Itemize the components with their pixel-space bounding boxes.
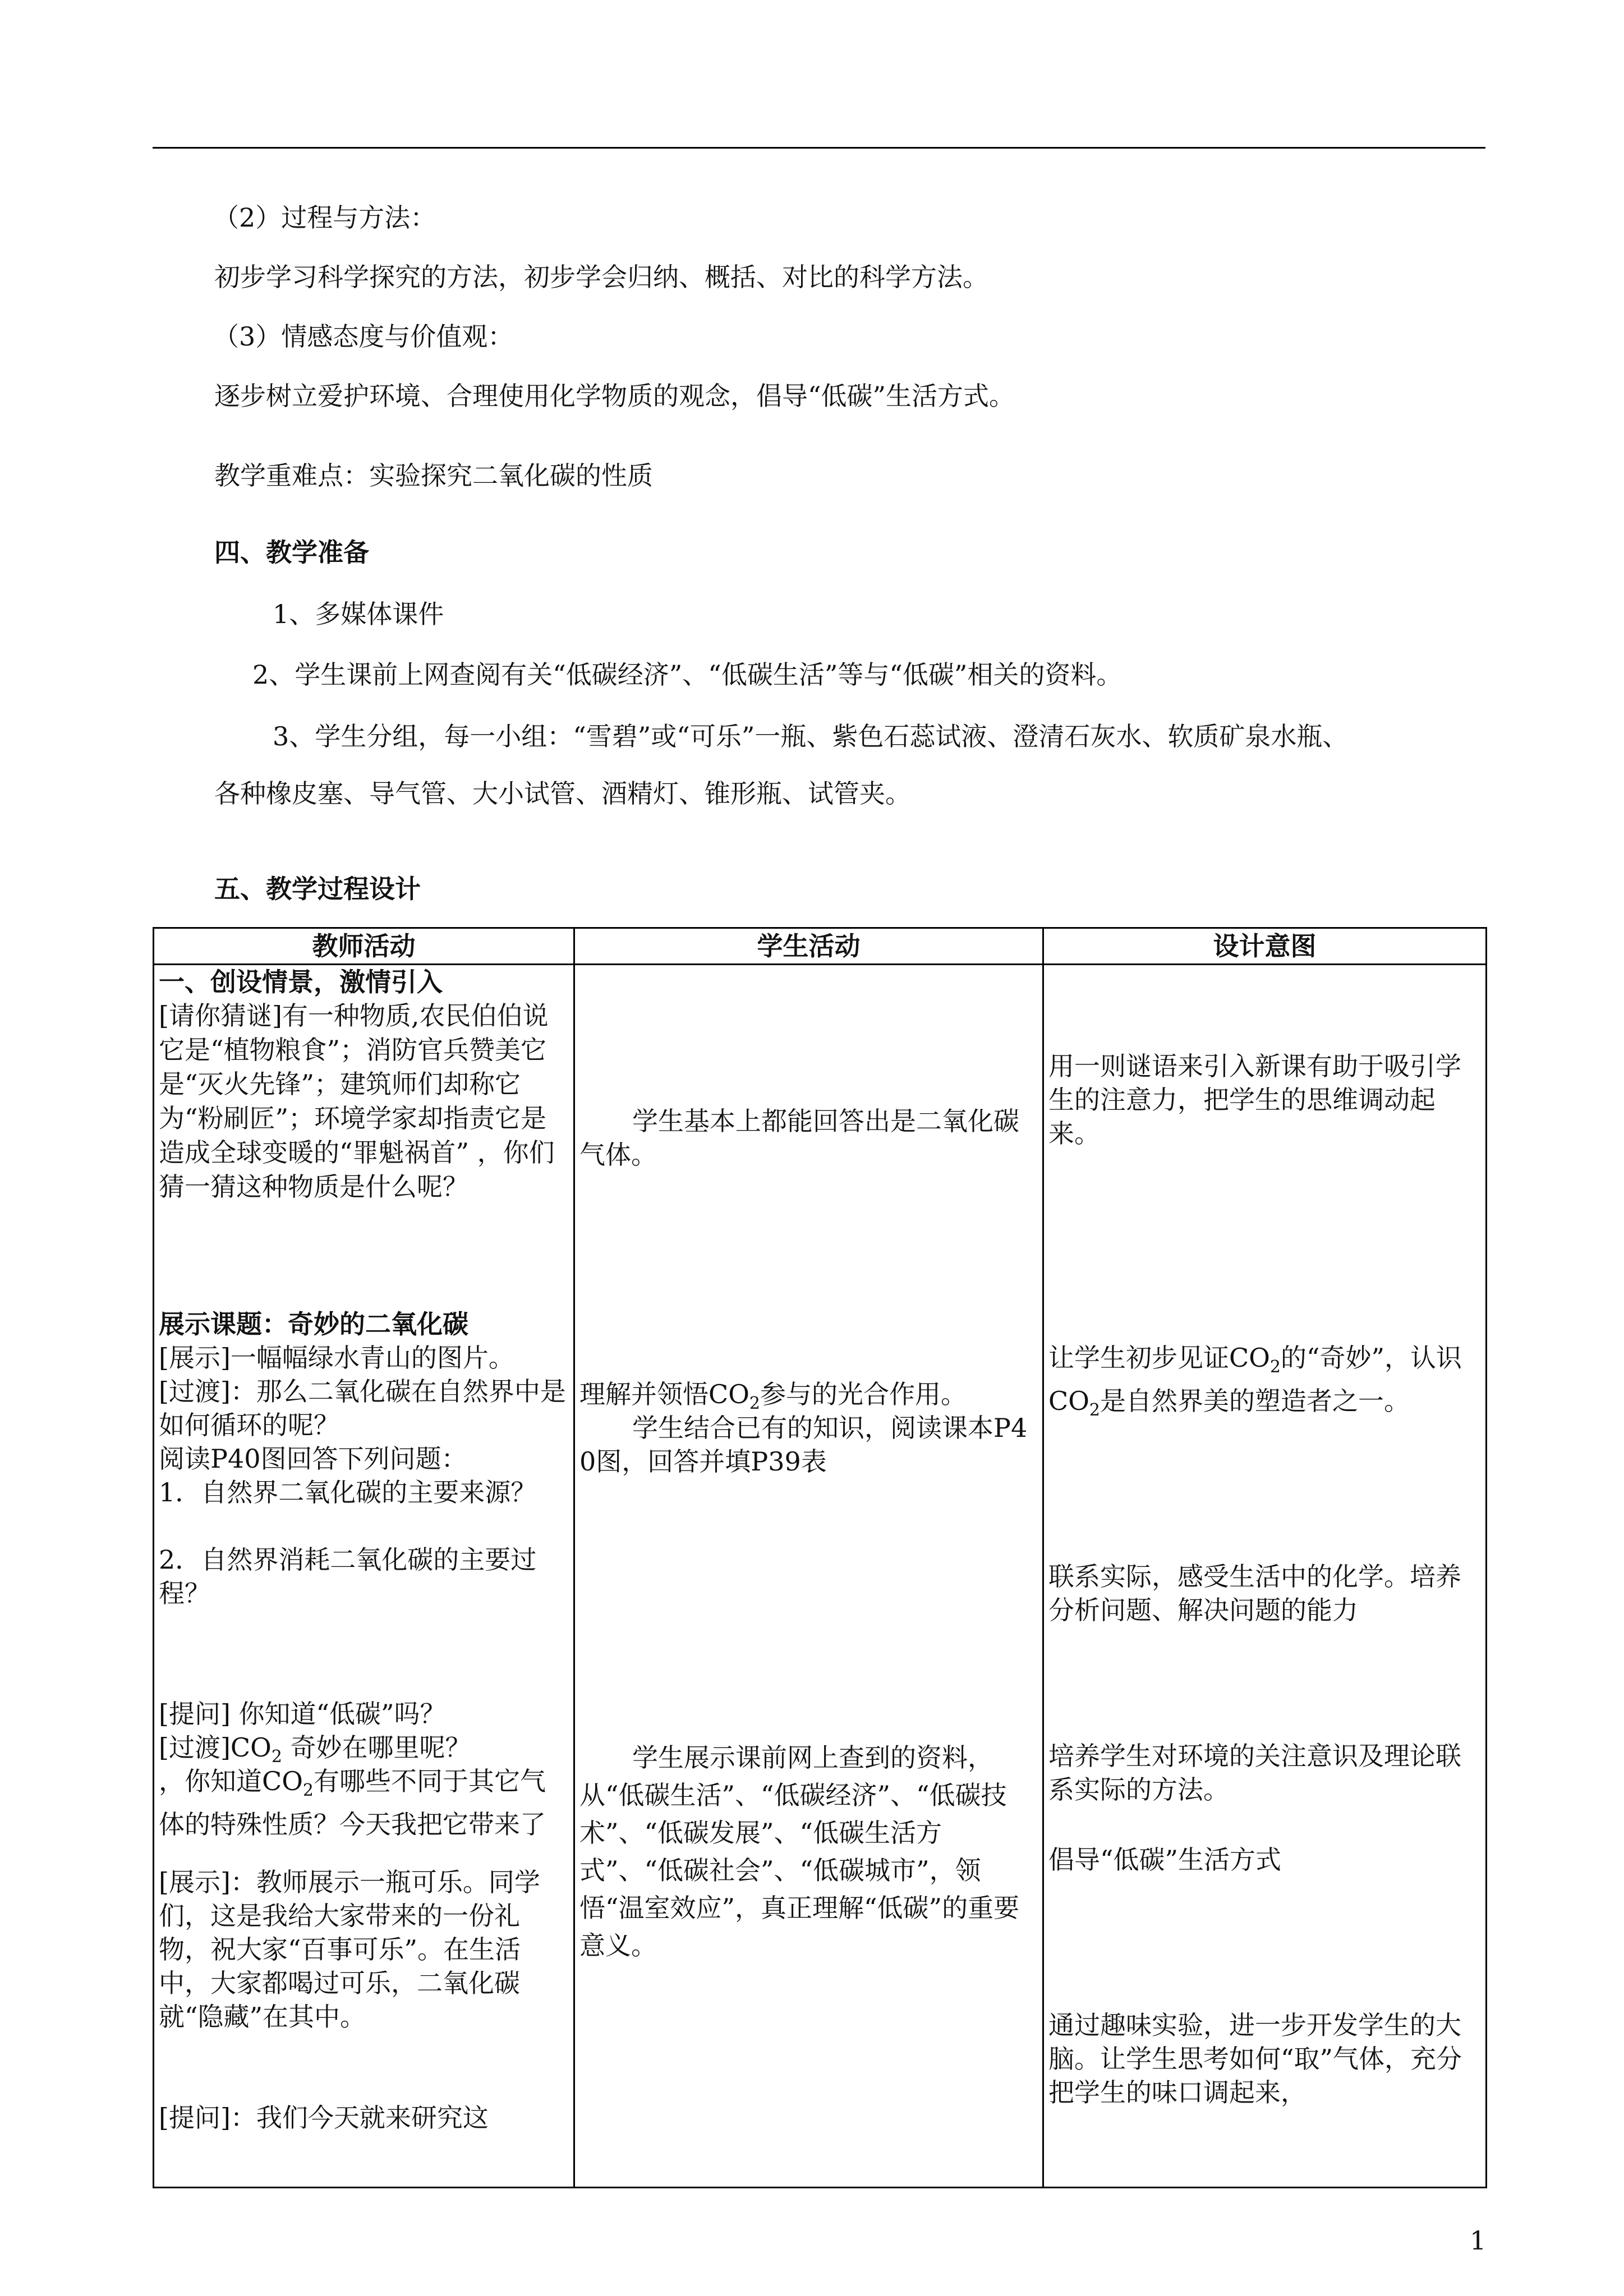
teacher-riddle: [请你猜谜]有一种物质,农民伯伯说它是“植物粮食”；消防官兵赞美它是“灭火先锋”；建筑师们却称它为“粉刷匠”；环境学家却指责它是造成全球变暖的“罪魁祸首” ，你们猜一猜这种物质是什么呢？ xyxy=(159,1001,555,1202)
teacher-show-pictures: [展示]一幅幅绿水青山的图片。 xyxy=(159,1343,514,1373)
prep-item-1: 1、多媒体课件 xyxy=(273,599,444,629)
design-intent-riddle: 用一则谜语来引入新课有助于吸引学生的注意力，把学生的思维调动起来。 xyxy=(1048,1051,1461,1149)
objective-2-heading: （2）过程与方法： xyxy=(213,202,436,233)
design-intent-experiment: 通过趣味实验，进一步开发学生的大脑。让学生思考如何“取”气体，充分把学生的味口调起来， xyxy=(1048,2010,1462,2108)
student-read-figure: 学生结合已有的知识，阅读课本P40图，回答并填P39表 xyxy=(579,1413,1028,1477)
design-intent-environment: 培养学生对环境的关注意识及理论联系实际的方法。 xyxy=(1048,1741,1461,1805)
student-answer-1: 学生基本上都能回答出是二氧化碳气体。 xyxy=(579,1106,1019,1170)
prep-item-3: 3、学生分组，每一小组：“雪碧”或“可乐”一瓶、紫色石蕊试液、澄清石灰水、软质矿泉水瓶、 xyxy=(273,721,1349,751)
section-4-heading: 四、教学准备 xyxy=(214,537,369,568)
student-activity-cell xyxy=(574,965,1043,2188)
prep-item-3-cont: 各种橡皮塞、导气管、大小试管、酒精灯、锥形瓶、试管夹。 xyxy=(214,778,911,809)
key-difficulty: 教学重难点：实验探究二氧化碳的性质 xyxy=(214,460,653,491)
teacher-show-cola: [展示]：教师展示一瓶可乐。同学们，这是我给大家带来的一份礼物，祝大家“百事可乐”。在生活中，大家都喝过可乐，二氧化碳就“隐藏”在其中。 xyxy=(159,1867,540,2032)
teaching-process-table xyxy=(153,927,1487,2188)
col-header-design: 设计意图 xyxy=(1043,928,1487,965)
objective-3-text: 逐步树立爱护环境、合理使用化学物质的观念，倡导“低碳”生活方式。 xyxy=(214,381,1015,411)
prep-item-2: 2、学生课前上网查阅有关“低碳经济”、“低碳生活”等与“低碳”相关的资料。 xyxy=(252,660,1122,690)
teacher-section-title: 一、创设情景，激情引入 xyxy=(159,967,443,997)
objective-2-text: 初步学习科学探究的方法，初步学会归纳、概括、对比的科学方法。 xyxy=(214,262,988,292)
teacher-ask-research: [提问]：我们今天就来研究这 xyxy=(159,2103,489,2133)
teacher-topic: 展示课题：奇妙的二氧化碳 xyxy=(159,1309,468,1339)
teacher-co2-properties: ，你知道$CO_2$有哪些不同于其它气体的特殊性质？今天我把它带来了 xyxy=(159,1766,546,1840)
table-header-row xyxy=(154,928,1487,965)
teacher-read-figure: 阅读P40图回答下列问题： xyxy=(159,1444,467,1474)
page-number: 1 xyxy=(1470,2225,1487,2256)
student-photosynthesis: 理解并领悟$CO_2$参与的光合作用。 xyxy=(579,1379,967,1414)
header-rule xyxy=(153,147,1485,149)
section-5-heading: 五、教学过程设计 xyxy=(214,874,421,904)
col-header-teacher: 教师活动 xyxy=(154,928,574,965)
design-intent-cell xyxy=(1043,965,1487,2188)
objective-3-heading: （3）情感态度与价值观： xyxy=(213,321,514,352)
teacher-question-2: 2．自然界消耗二氧化碳的主要过程？ xyxy=(159,1545,537,1608)
teacher-transition-2: [过渡]$CO_2$ 奇妙在哪里呢？ xyxy=(159,1732,471,1767)
design-intent-practice: 联系实际，感受生活中的化学。培养分析问题、解决问题的能力 xyxy=(1048,1561,1461,1625)
teacher-ask-lowcarbon: [提问] 你知道“低碳”吗？ xyxy=(159,1699,446,1729)
teacher-question-1: 1．自然界二氧化碳的主要来源？ xyxy=(159,1477,537,1507)
table-row xyxy=(154,965,1487,2188)
design-intent-lowcarbon: 倡导“低碳”生活方式 xyxy=(1048,1845,1282,1875)
student-show-research: 学生展示课前网上查到的资料，从“低碳生活”、“低碳经济”、“低碳技术”、“低碳发展”、“低碳生活方式”、“低碳社会”、“低碳城市”，领悟“温室效应”，真正理解“低碳”的重要意义。 xyxy=(579,1742,1020,1961)
design-intent-wonder: 让学生初步见证$CO_2$的“奇妙”，认识$CO_2$是自然界美的塑造者之一。 xyxy=(1048,1343,1462,1421)
teacher-activity-cell xyxy=(154,965,574,2188)
teacher-transition-1: [过渡]：那么二氧化碳在自然界中是如何循环的呢？ xyxy=(159,1376,566,1440)
col-header-student: 学生活动 xyxy=(574,928,1043,965)
